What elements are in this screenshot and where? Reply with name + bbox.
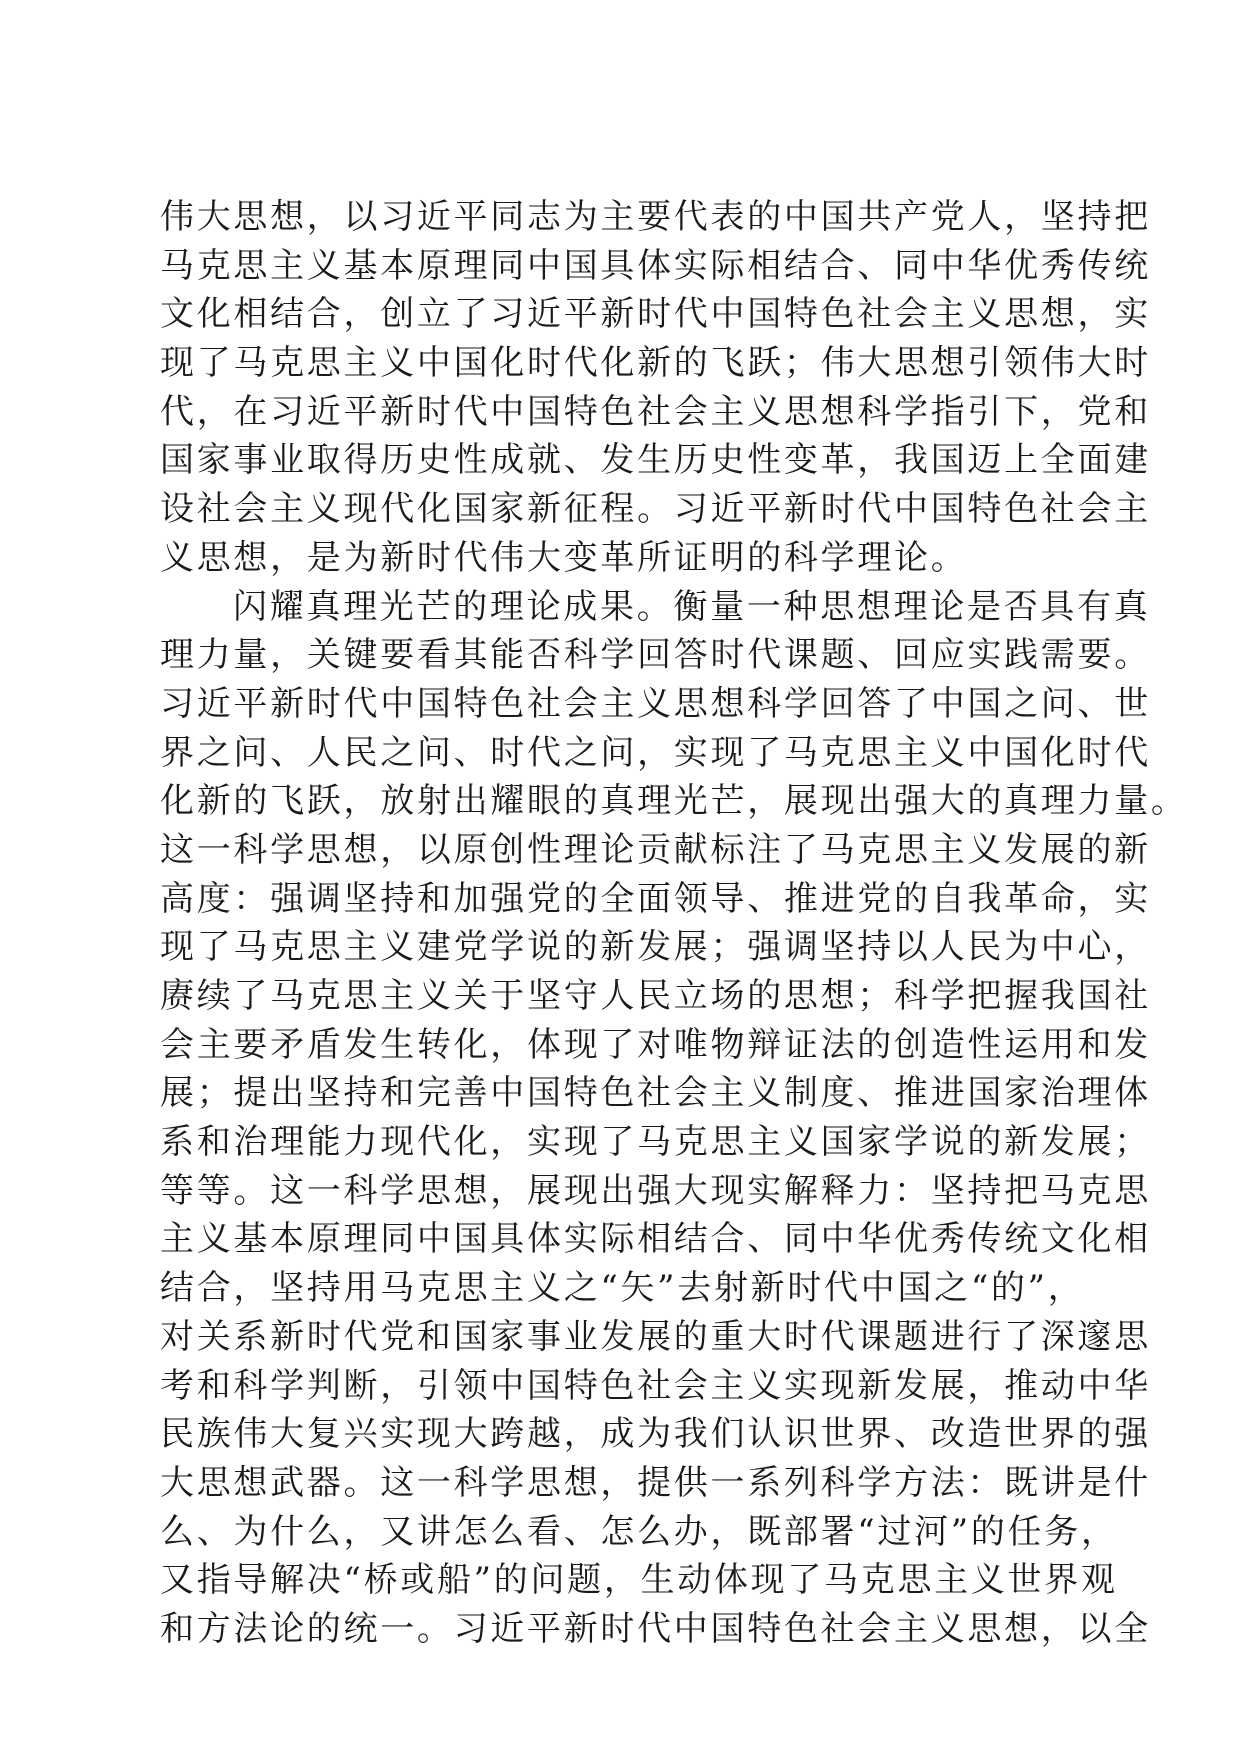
text-line-26: 民族伟大复兴实现大跨越，成为我们认识世界、改造世界的强 [160,1414,1151,1455]
text-line-23: 结合，坚持用马克思主义之“矢”去射新时代中国之“的”， [160,1268,1085,1309]
text-line-4: 现了马克思主义中国化时代化新的飞跃；伟大思想引领伟大时 [160,343,1151,384]
text-line-29: 又指导解决“桥或船”的问题，生动体现了马克思主义世界观 [160,1560,1118,1601]
text-line-3: 文化相结合，创立了习近平新时代中国特色社会主义思想，实 [160,294,1151,335]
text-line-5: 代，在习近平新时代中国特色社会主义思想科学指引下，党和 [160,391,1151,432]
text-line-14: 这一科学思想，以原创性理论贡献标注了马克思主义发展的新 [160,829,1151,870]
text-line-25: 考和科学判断，引领中国特色社会主义实现新发展，推动中华 [160,1365,1151,1406]
text-line-15: 高度：强调坚持和加强党的全面领导、推进党的自我革命，实 [160,878,1151,919]
text-line-8: 义思想，是为新时代伟大变革所证明的科学理论。 [160,537,968,578]
text-line-1: 伟大思想，以习近平同志为主要代表的中国共产党人，坚持把 [160,197,1151,237]
text-line-17: 赓续了马克思主义关于坚守人民立场的思想；科学把握我国社 [160,976,1151,1016]
text-line-27: 大思想武器。这一科学思想，提供一系列科学方法：既讲是什 [160,1462,1151,1503]
text-line-13: 化新的飞跃，放射出耀眼的真理光芒，展现出强大的真理力量。 [160,781,1188,822]
paragraph-heading-line: 闪耀真理光芒的理论成果。衡量一种思想理论是否具有真 [233,586,1151,627]
text-line-10: 理力量，关键要看其能否科学回答时代课题、回应实践需要。 [160,635,1151,676]
text-line-6: 国家事业取得历史性成就、发生历史性变革，我国迈上全面建 [160,440,1151,481]
text-line-19: 展；提出坚持和完善中国特色社会主义制度、推进国家治理体 [160,1073,1151,1114]
text-line-20: 系和治理能力现代化，实现了马克思主义国家学说的新发展； [160,1122,1151,1163]
text-line-30: 和方法论的统一。习近平新时代中国特色社会主义思想，以全 [160,1608,1151,1649]
text-line-2: 马克思主义基本原理同中国具体实际相结合、同中华优秀传统 [160,245,1151,286]
text-line-11: 习近平新时代中国特色社会主义思想科学回答了中国之问、世 [160,683,1151,724]
text-line-21: 等等。这一科学思想，展现出强大现实解释力：坚持把马克思 [160,1170,1151,1211]
text-line-18: 会主要矛盾发生转化，体现了对唯物辩证法的创造性运用和发 [160,1024,1151,1065]
text-line-12: 界之问、人民之问、时代之问，实现了马克思主义中国化时代 [160,732,1151,773]
text-line-16: 现了马克思主义建党学说的新发展；强调坚持以人民为中心， [160,927,1151,968]
text-line-22: 主义基本原理同中国具体实际相结合、同中华优秀传统文化相 [160,1219,1151,1260]
text-line-24: 对关系新时代党和国家事业发展的重大时代课题进行了深邃思 [160,1316,1151,1357]
body-text [160,193,1188,1654]
text-line-7: 设社会主义现代化国家新征程。习近平新时代中国特色社会主 [160,489,1151,530]
text-line-28: 么、为什么，又讲怎么看、怎么办，既部署“过河”的任务， [160,1511,1118,1552]
